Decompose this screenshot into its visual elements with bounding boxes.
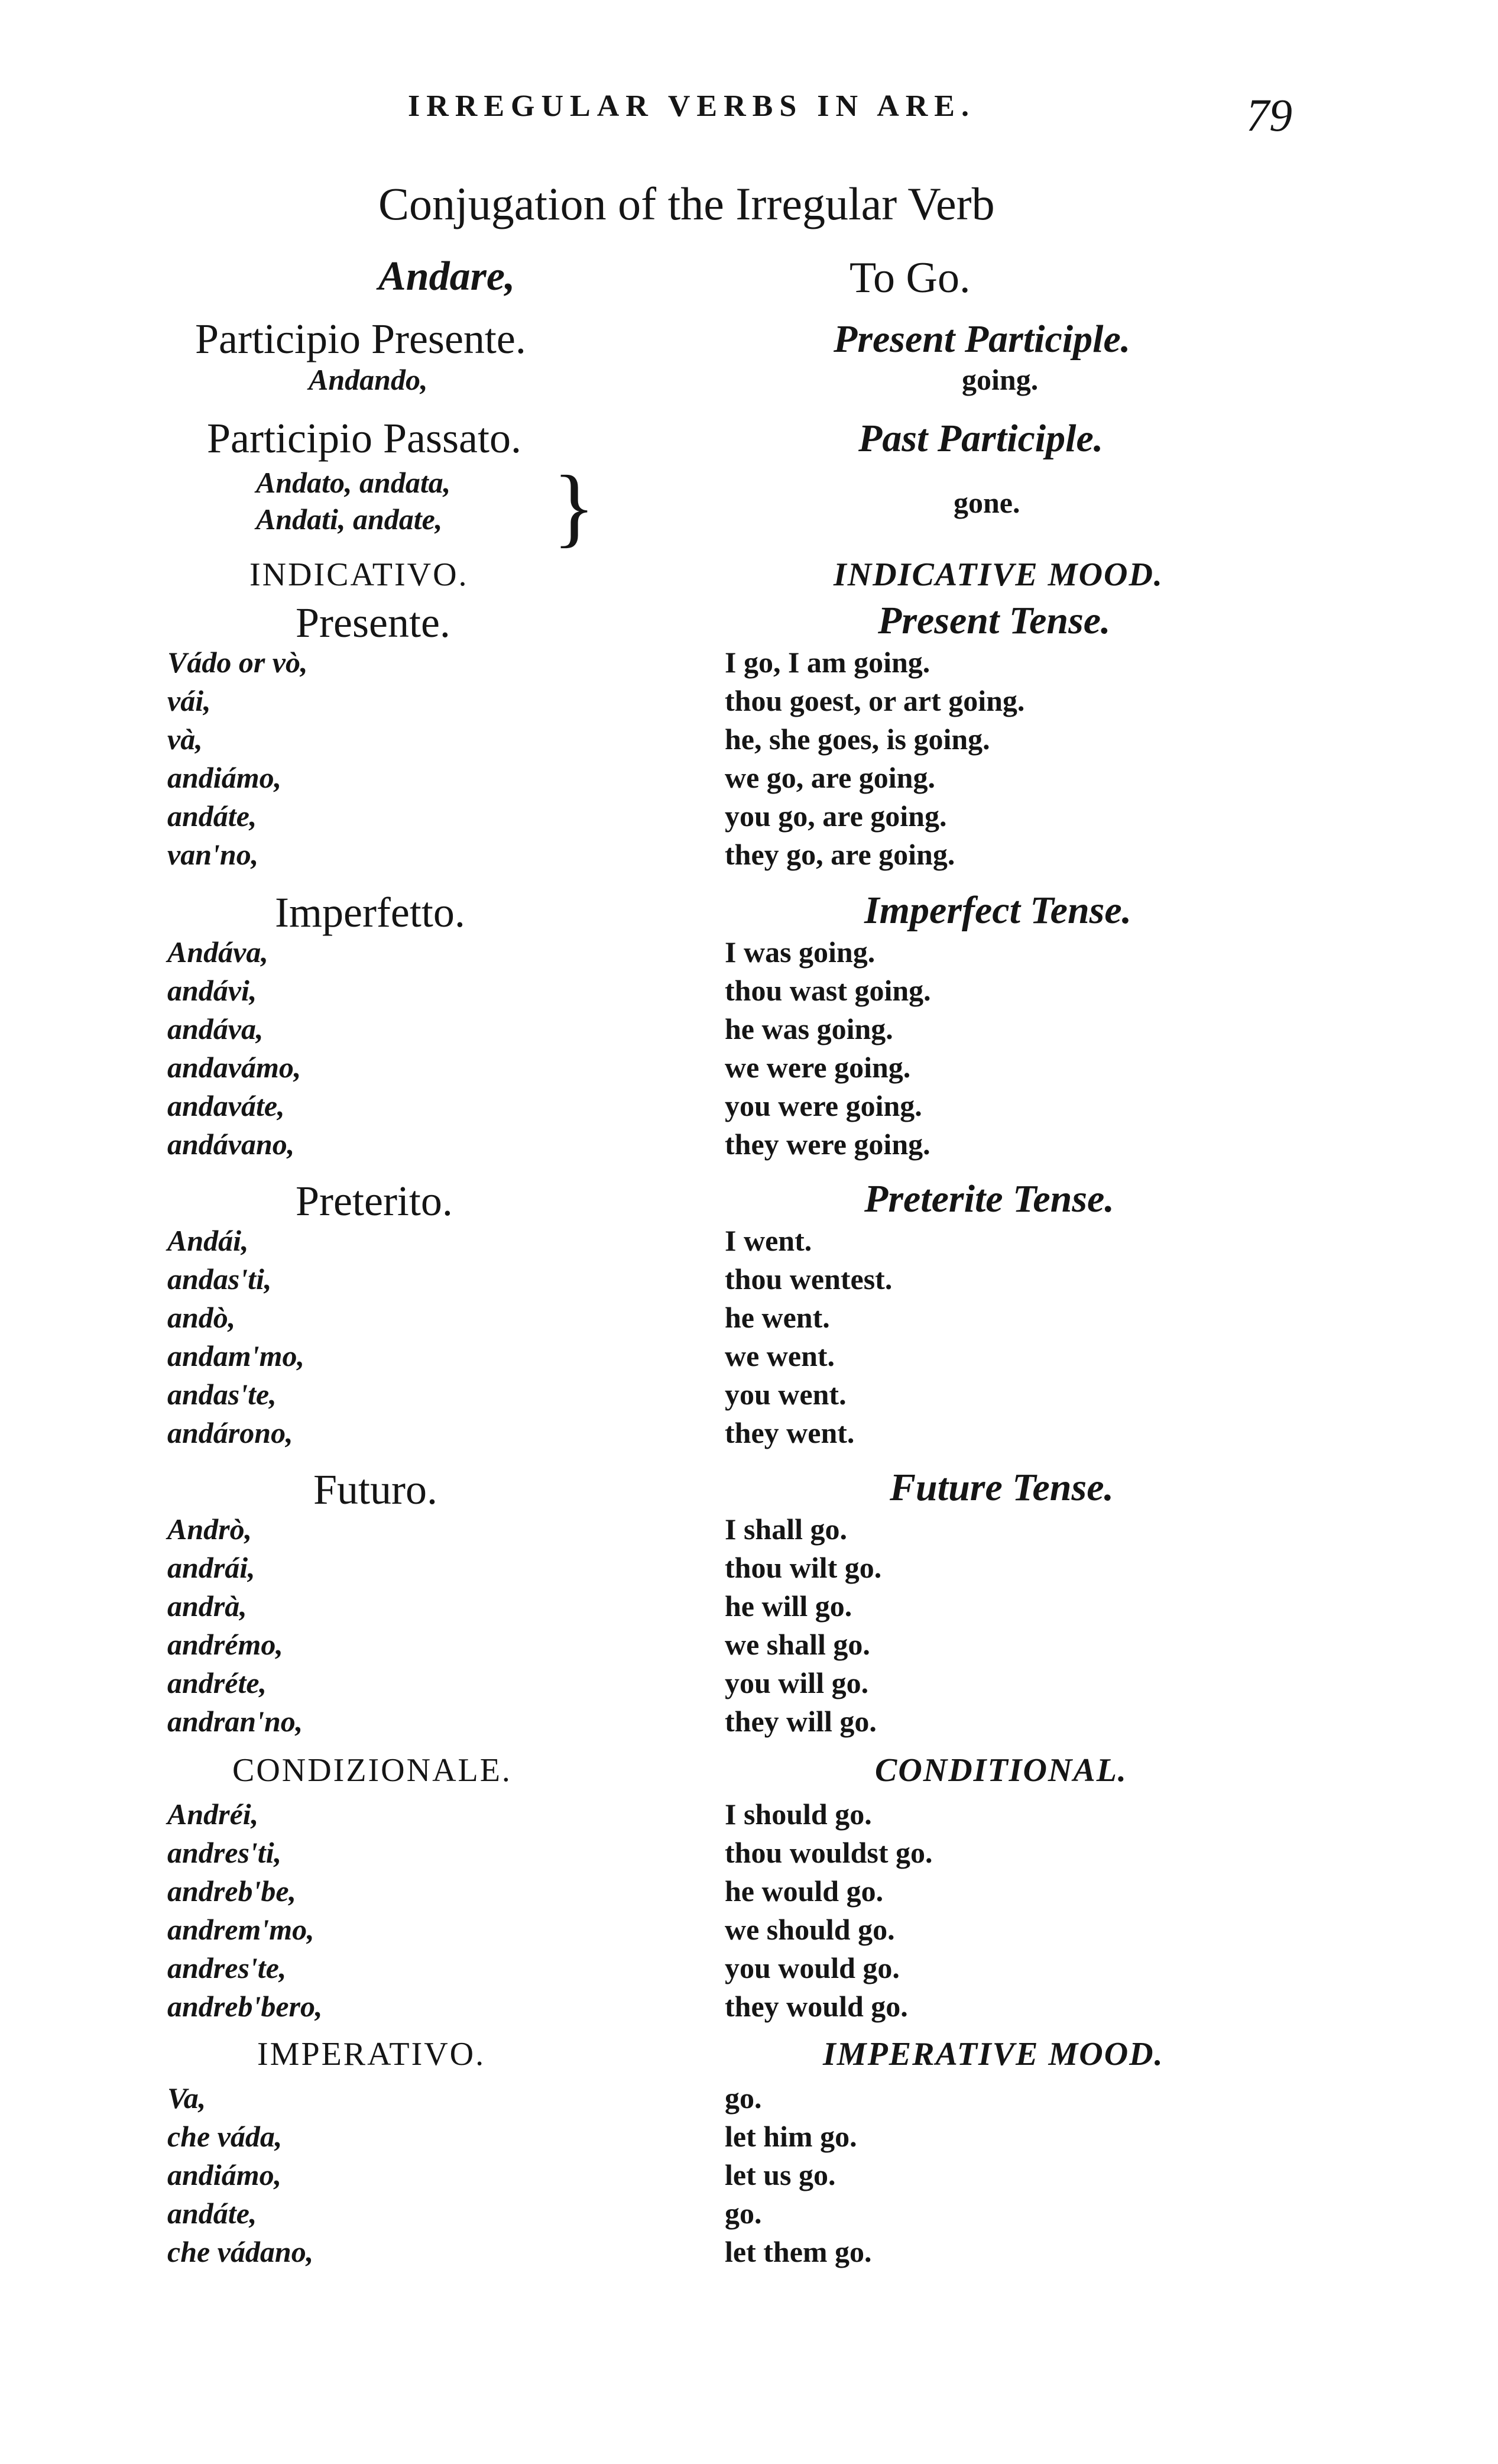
list-item: we go, are going. — [725, 761, 935, 794]
section-title-it: IMPERATIVO. — [257, 2036, 486, 2073]
english-forms — [725, 643, 1024, 874]
list-item: he will go. — [725, 1589, 852, 1623]
list-item: you would go. — [725, 1951, 900, 1984]
list-item: he went. — [725, 1301, 830, 1334]
section-title-it: Presente. — [296, 599, 450, 646]
indicative-label-it: INDICATIVO. — [249, 556, 469, 593]
list-item: go. — [725, 2081, 762, 2115]
list-item: let us go. — [725, 2158, 836, 2191]
verb-italian: Andare, — [378, 254, 515, 299]
list-item: che váda, — [167, 2120, 283, 2153]
list-item: andò, — [167, 1301, 236, 1334]
italian-forms — [167, 2079, 313, 2271]
list-item: andas'ti, — [167, 1262, 272, 1296]
past-participle-it-1: Andato, andata, — [256, 466, 451, 499]
list-item: andavámo, — [167, 1051, 301, 1084]
list-item: andres'ti, — [167, 1836, 282, 1869]
list-item: andréte, — [167, 1666, 267, 1699]
list-item: I shall go. — [725, 1513, 848, 1546]
indicative-label-en: INDICATIVE MOOD. — [834, 556, 1163, 593]
section-title-en: CONDITIONAL. — [875, 1752, 1127, 1789]
present-participle-label-it: Participio Presente. — [195, 315, 526, 362]
list-item: van'no, — [167, 838, 259, 871]
list-item: he would go. — [725, 1874, 884, 1908]
page-number: 79 — [1246, 89, 1292, 141]
past-participle-it-2: Andati, andate, — [256, 503, 443, 536]
list-item: they were going. — [725, 1128, 930, 1161]
list-item: Andái, — [167, 1224, 249, 1257]
list-item: they went. — [725, 1416, 855, 1449]
italian-forms — [167, 643, 308, 874]
brace: } — [553, 458, 595, 556]
list-item: andáva, — [167, 1012, 264, 1045]
list-item: andiámo, — [167, 761, 282, 794]
past-participle-en: gone. — [954, 486, 1020, 519]
page-title: Conjugation of the Irregular Verb — [378, 178, 995, 229]
english-forms — [725, 1222, 892, 1452]
italian-forms — [167, 1795, 323, 2026]
list-item: Andrò, — [167, 1513, 252, 1546]
list-item: they would go. — [725, 1990, 908, 2023]
list-item: andárono, — [167, 1416, 293, 1449]
list-item: I was going. — [725, 935, 876, 969]
list-item: thou wentest. — [725, 1262, 893, 1296]
english-forms — [725, 2079, 872, 2271]
list-item: I go, I am going. — [725, 646, 930, 679]
present-participle-en: going. — [962, 363, 1039, 396]
verb-english: To Go. — [849, 254, 971, 302]
list-item: you go, are going. — [725, 799, 947, 833]
list-item: andrà, — [167, 1589, 247, 1623]
present-participle-label-en: Present Participle. — [834, 318, 1131, 361]
list-item: let them go. — [725, 2235, 872, 2268]
list-item: andaváte, — [167, 1089, 285, 1122]
list-item: you went. — [725, 1378, 847, 1411]
section-title-it: CONDIZIONALE. — [232, 1752, 512, 1789]
section-title-it: Futuro. — [313, 1466, 438, 1513]
list-item: you will go. — [725, 1666, 869, 1699]
list-item: thou wast going. — [725, 974, 931, 1007]
list-item: we should go. — [725, 1913, 895, 1946]
list-item: thou wilt go. — [725, 1551, 882, 1584]
past-participle-label-it: Participio Passato. — [207, 415, 521, 462]
list-item: và, — [167, 723, 203, 756]
list-item: andávi, — [167, 974, 257, 1007]
running-title: IRREGULAR VERBS IN ARE. — [408, 89, 975, 123]
list-item: Andáva, — [167, 935, 268, 969]
present-participle-it: Andando, — [309, 363, 428, 396]
section-title-en: IMPERATIVE MOOD. — [823, 2036, 1164, 2073]
list-item: let him go. — [725, 2120, 857, 2153]
list-item: thou wouldst go. — [725, 1836, 933, 1869]
list-item: I should go. — [725, 1798, 872, 1831]
italian-forms — [167, 933, 301, 1164]
list-item: che vádano, — [167, 2235, 314, 2268]
list-item: andrái, — [167, 1551, 255, 1584]
past-participle-label-en: Past Participle. — [858, 417, 1104, 460]
list-item: we were going. — [725, 1051, 911, 1084]
list-item: andreb'be, — [167, 1874, 297, 1908]
section-title-it: Preterito. — [296, 1177, 453, 1225]
list-item: andiámo, — [167, 2158, 282, 2191]
list-item: Va, — [167, 2081, 206, 2115]
list-item: andran'no, — [167, 1705, 303, 1738]
section-title-en: Preterite Tense. — [864, 1177, 1114, 1220]
list-item: andreb'bero, — [167, 1990, 323, 2023]
list-item: thou goest, or art going. — [725, 684, 1025, 717]
italian-forms — [167, 1510, 303, 1741]
list-item: andávano, — [167, 1128, 295, 1161]
english-forms — [725, 1510, 881, 1741]
list-item: he, she goes, is going. — [725, 723, 990, 756]
english-forms — [725, 933, 931, 1164]
section-title-en: Future Tense. — [890, 1466, 1114, 1509]
section-title-en: Present Tense. — [878, 599, 1111, 642]
list-item: andres'te, — [167, 1951, 287, 1984]
list-item: we went. — [725, 1339, 835, 1372]
list-item: they will go. — [725, 1705, 877, 1738]
italian-forms — [167, 1222, 304, 1452]
list-item: vái, — [167, 684, 211, 717]
list-item: andam'mo, — [167, 1339, 304, 1372]
list-item: Andréi, — [167, 1798, 259, 1831]
list-item: they go, are going. — [725, 838, 955, 871]
english-forms — [725, 1795, 933, 2026]
list-item: andáte, — [167, 2197, 257, 2230]
list-item: andáte, — [167, 799, 257, 833]
list-item: go. — [725, 2197, 762, 2230]
section-title-it: Imperfetto. — [275, 889, 465, 936]
list-item: andrémo, — [167, 1628, 283, 1661]
list-item: andas'te, — [167, 1378, 277, 1411]
list-item: he was going. — [725, 1012, 893, 1045]
list-item: andrem'mo, — [167, 1913, 314, 1946]
list-item: I went. — [725, 1224, 812, 1257]
list-item: Vádo or vò, — [167, 646, 308, 679]
list-item: you were going. — [725, 1089, 922, 1122]
section-title-en: Imperfect Tense. — [864, 889, 1132, 932]
list-item: we shall go. — [725, 1628, 870, 1661]
